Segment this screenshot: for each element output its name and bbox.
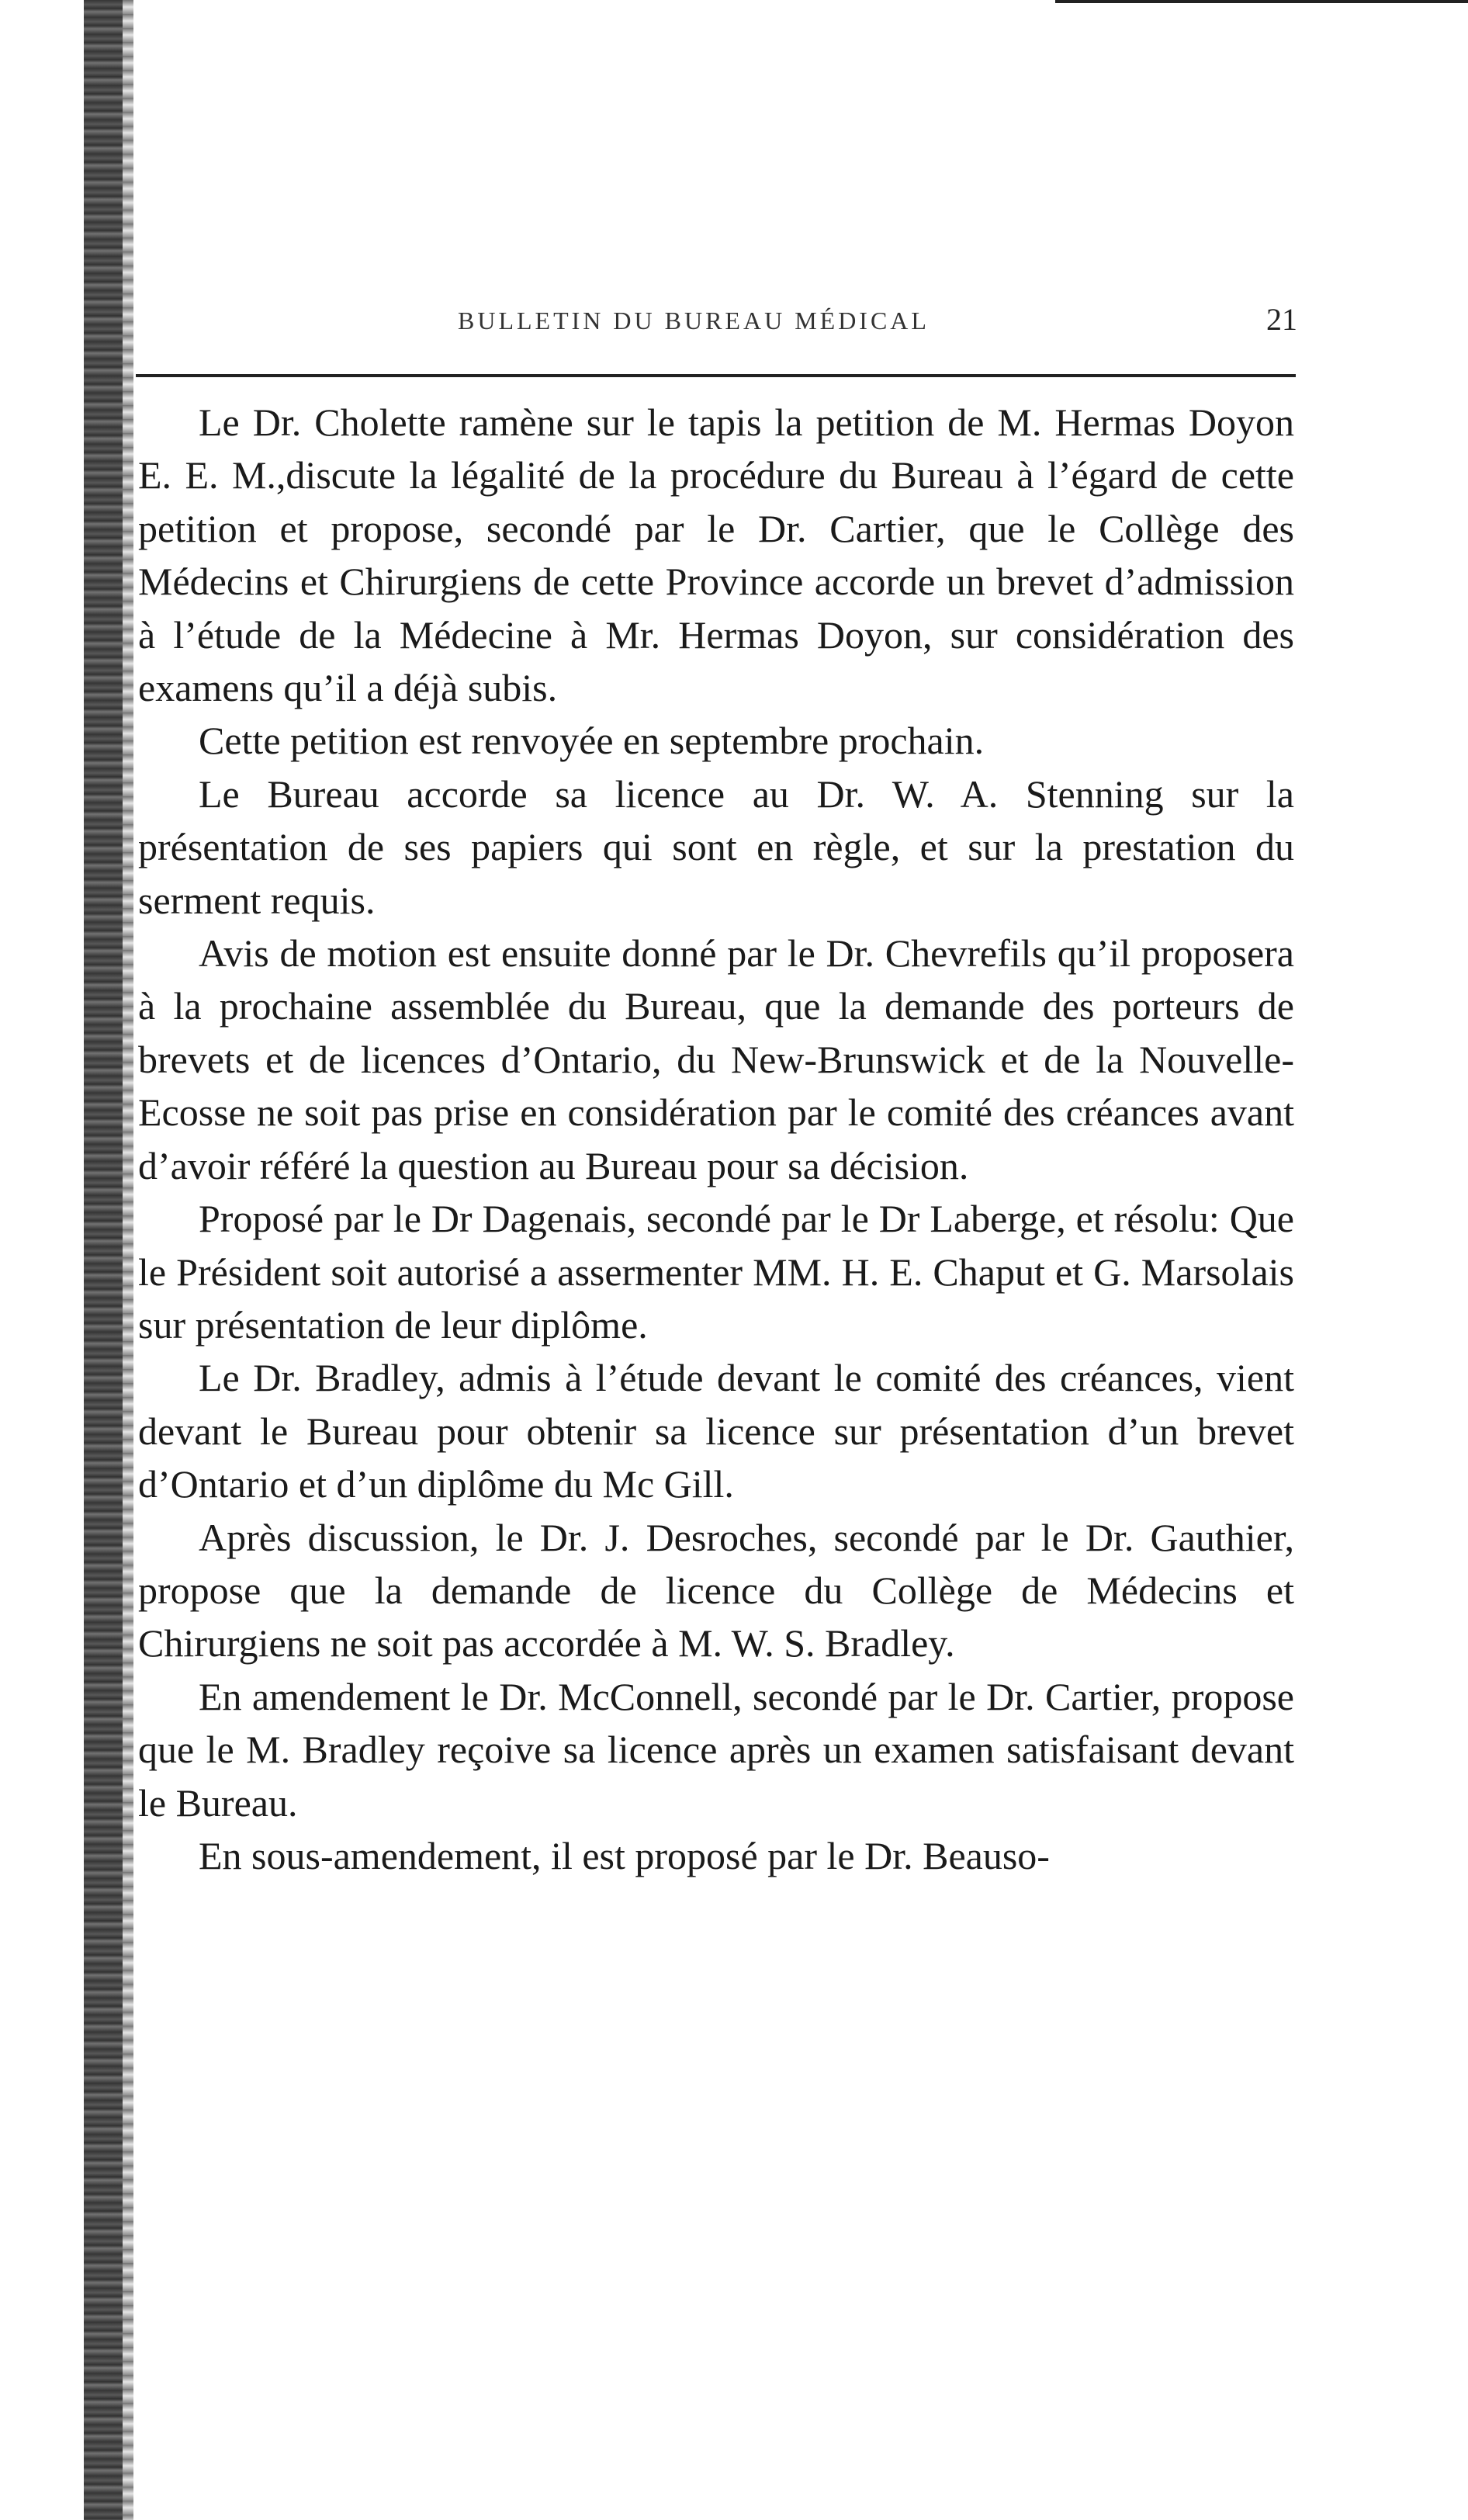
paragraph: Le Dr. Cholette ramène sur le tapis la petition de M. Hermas Doyon E. E. M.,discute la légalité de la procédure du Bureau à l’égard de cette petition et propose, secondé par le Dr. Cartier, que le Collège des Médecins et Chirurgiens de cette Province accorde un brevet d’admission à l’étude de la Médecine à Mr. Hermas Doyon, sur considération des examens qu’il a déjà subis. bbox=[138, 400, 1294, 710]
paragraph: Le Dr. Bradley, admis à l’étude devant le comité des créances, vient devant le Bureau pour obtenir sa licence sur présentation d’un brevet d’Ontario et d’un diplôme du Mc Gill. bbox=[138, 1356, 1294, 1506]
paragraph: Proposé par le Dr Dagenais, secondé par le Dr Laberge, et résolu: Que le Président soit autorisé a assermenter MM. H. E. Chaput et G. Marsolais sur présentation de leur diplôme. bbox=[138, 1197, 1294, 1347]
paragraph: Le Bureau accorde sa licence au Dr. W. A. Stenning sur la présentation de ses papiers qui sont en règle, et sur la prestation du serment requis. bbox=[138, 771, 1294, 922]
paragraph: Après discussion, le Dr. J. Desroches, secondé par le Dr. Gauthier, propose que la demande de licence du Collège de Médecins et Chirurgiens ne soit pas accordée à M. W. S. Bradley. bbox=[138, 1515, 1294, 1666]
paragraph: En amendement le Dr. McConnell, secondé par le Dr. Cartier, propose que le M. Bradley reçoive sa licence après un examen satisfaisant devant le Bureau. bbox=[138, 1674, 1294, 1825]
paragraph: Avis de motion est ensuite donné par le Dr. Chevrefils qu’il proposera à la prochaine assemblée du Bureau, que la demande des porteurs de brevets et de licences d’Ontario, du New-Brunswick et de la Nouvelle-Ecosse ne soit pas prise en considération par le comité des créances avant d’avoir référé la question au Bureau pour sa décision. bbox=[138, 931, 1294, 1187]
binding-edge bbox=[84, 0, 123, 2520]
page-body bbox=[138, 396, 1294, 1882]
page-number: 21 bbox=[1266, 302, 1297, 337]
paragraph: Cette petition est renvoyée en septembre prochain. bbox=[199, 719, 985, 763]
running-header: BULLETIN DU BUREAU MÉDICAL bbox=[458, 307, 930, 334]
binding-shadow bbox=[123, 0, 133, 2520]
paragraph: En sous-amendement, il est proposé par le Dr. Beauso- bbox=[199, 1833, 1050, 1877]
top-scan-rule bbox=[1055, 0, 1468, 3]
header-rule bbox=[136, 374, 1296, 377]
